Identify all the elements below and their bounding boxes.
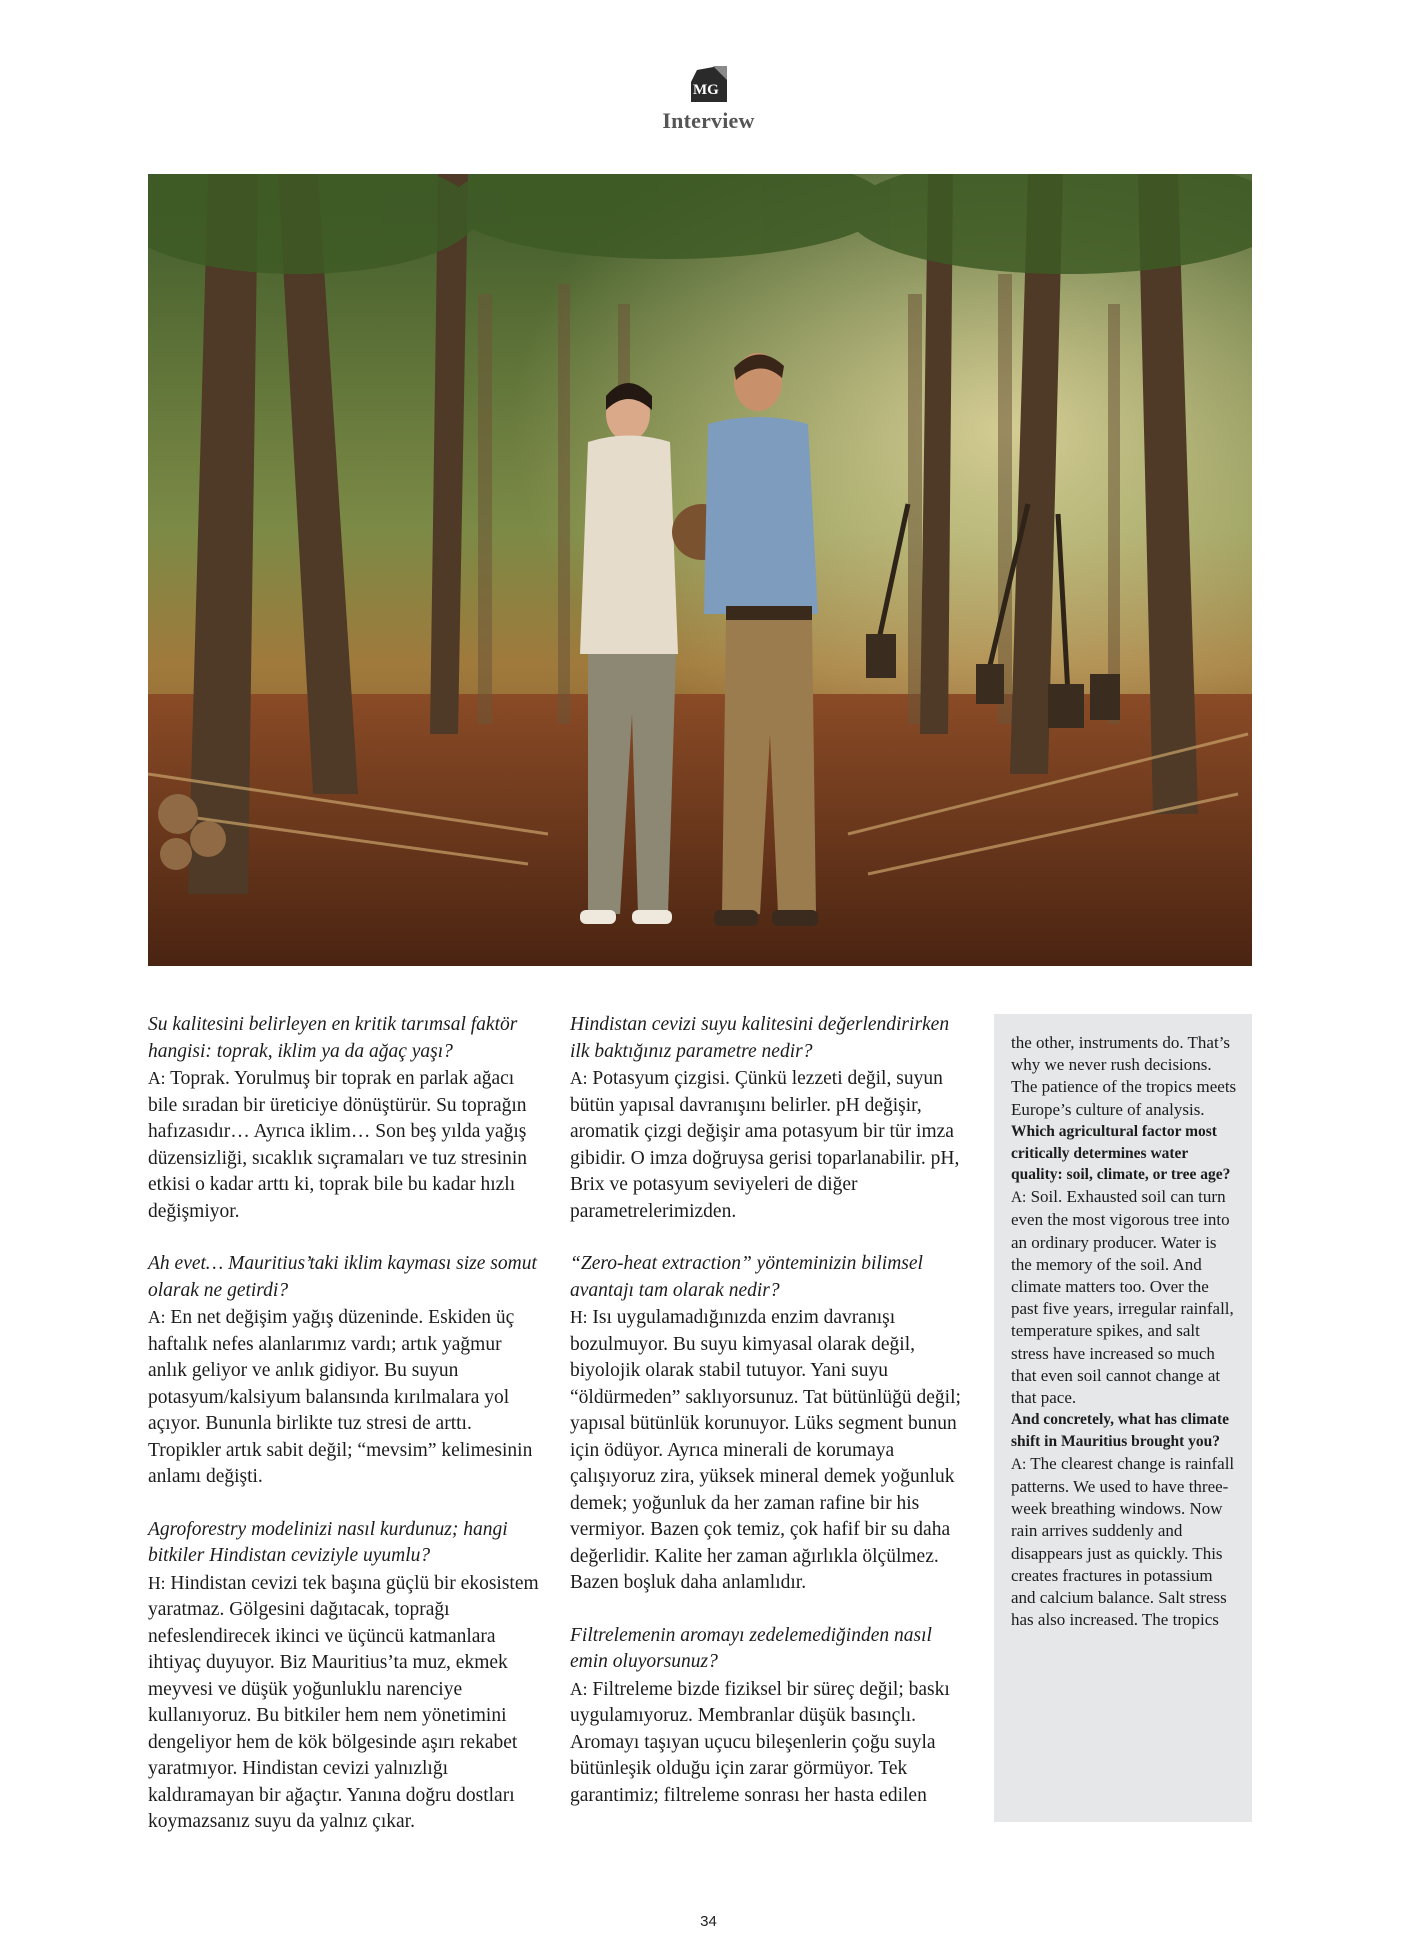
mg-logo-icon (687, 64, 731, 104)
interview-question: Ah evet… Mauritius’taki iklim kayması size somut olarak ne getirdi? (148, 1253, 537, 1301)
answer-text: Isı uygulamadığınızda enzim davranışı bozulmuyor. Bu suyu kimyasal olarak değil, biyolojik olarak stabil tutuyor. Yani suyu “öldürmeden” saklıyorsunuz. Tat bütünlüğü değil; yapısal bütünlük korunuyor. Lüks segment bunun için ödüyor. Ayrıca minerali de korumaya çalışıyoruz zira, yüksek mineral demek yoğunluk demek; yoğunluk da her zaman rafine bir his vermiyor. Bazen çok temiz, çok hafif bir su daha değerlidir. Kalite her zaman ağırlıkla ölçülmez. Bazen boşluk daha anlamlıdır. (570, 1307, 961, 1593)
answer-text: Potasyum çizgisi. Çünkü lezzeti değil, suyun bütün yapısal davranışını belirler. pH değişir, aromatik çizgi değişir ama potasyum bir tür imza gibidir. O imza doğruysa gerisi toparlanabilir. pH, Brix ve potasyum seviyeleri de diğer parametrelerimizden. (570, 1068, 960, 1222)
english-sidebar (994, 1014, 1252, 1822)
interview-answer (148, 1570, 540, 1836)
answer-text: The clearest change is rainfall patterns. We used to have three-week breathing windows. Now rain arrives suddenly and disappears just as quickly. This creates fractures in potassium and calcium balance. Salt stress has also increased. The tropics (1011, 1453, 1235, 1630)
qa-block (148, 1517, 540, 1836)
sidebar-question: Which agricultural factor most critically determines water quality: soil, climate, or tree age? (1011, 1122, 1231, 1184)
article-column-2 (570, 1012, 964, 1835)
sidebar-answer (1011, 1186, 1238, 1409)
answer-text: En net değişim yağış düzeninde. Eskiden üç haftalık nefes alanlarımız vardı; artık yağmur anlık geliyor ve anlık gidiyor. Bu suyun potasyum/kalsiyum balansında kırılmalara yol açıyor. Bununla birlikte tuz stresi de arttı. Tropikler artık sabit değil; “mevsim” kelimesinin anlamı değişti. (148, 1307, 533, 1487)
answer-tag: A: (570, 1678, 588, 1699)
interview-answer (570, 1676, 964, 1810)
answer-tag: A: (1011, 1189, 1027, 1207)
sidebar-qa-block (1011, 1409, 1238, 1631)
qa-block (570, 1251, 964, 1597)
interview-question: Agroforestry modelinizi nasıl kurdunuz; hangi bitkiler Hindistan ceviziyle uyumlu? (148, 1518, 508, 1566)
answer-tag: A: (570, 1068, 588, 1088)
qa-block (570, 1623, 964, 1810)
qa-block (570, 1012, 964, 1225)
article-column-1 (148, 1012, 540, 1862)
interview-question: Filtrelemenin aromayı zedelemediğinden nasıl emin oluyorsunuz? (570, 1624, 932, 1672)
sidebar-qa-block (1011, 1121, 1238, 1409)
interview-answer (148, 1304, 540, 1491)
interview-question: Su kalitesini belirleyen en kritik tarımsal faktör hangisi: toprak, iklim ya da ağaç yaşı? (148, 1014, 518, 1062)
qa-block (148, 1251, 540, 1491)
logo-text: MG (692, 82, 719, 98)
hero-photo (148, 174, 1252, 966)
answer-text: Filtreleme bizde fiziksel bir süreç değil; baskı uygulamıyoruz. Membranlar düşük basınçlı. Aromayı taşıyan uçucu bileşenlerin çoğu suyla bütünleşik olduğu için zarar görmüyor. Tek garantimiz; filtreleme sonrası her hasta edilen (570, 1678, 950, 1806)
interview-answer (570, 1065, 964, 1225)
page-header (0, 64, 1417, 134)
answer-text: Toprak. Yorulmuş bir toprak en parlak ağacı bile sıradan bir üreticiye dönüştürür. Su toprağın hafızasıdır… Ayrıca iklim… Son beş yılda yağış düzensizliği, sıcaklık sıçramaları ve tuz stresinin etkisi o kadar arttı ki, toprak bile bu kadar hızlı değişmiyor. (148, 1068, 528, 1222)
coconut-plantation-photo-icon (148, 174, 1252, 966)
interview-question: Hindistan cevizi suyu kalitesini değerlendirirken ilk baktığınız parametre nedir? (570, 1014, 950, 1062)
sidebar-question: And concretely, what has climate shift in Mauritius brought you? (1011, 1411, 1229, 1451)
answer-tag: A: (148, 1068, 166, 1088)
answer-tag: H: (570, 1307, 588, 1327)
interview-answer (570, 1304, 964, 1597)
section-label: Interview (662, 108, 755, 133)
sidebar-intro: the other, instruments do. That’s why we never rush decisions. The patience of the tropics meets Europe’s culture of analysis. (1011, 1033, 1237, 1119)
interview-answer (148, 1065, 540, 1225)
qa-block (148, 1012, 540, 1225)
sidebar-answer (1011, 1453, 1238, 1632)
answer-tag: A: (148, 1307, 166, 1327)
page-number: 34 (700, 1913, 717, 1930)
answer-tag: A: (1011, 1455, 1027, 1473)
answer-tag: H: (148, 1572, 166, 1593)
interview-question: “Zero-heat extraction” yönteminizin bilimsel avantajı tam olarak nedir? (570, 1253, 923, 1301)
answer-text: Hindistan cevizi tek başına güçlü bir ekosistem yaratmaz. Gölgesini dağıtacak, toprağı nefeslendirecek ikinci ve üçüncü katmanlara ihtiyaç duyuyor. Biz Mauritius’ta muz, ekmek meyvesi ve düşük yoğunluklu narenciye kullanıyoruz. Bu bitkiler hem nem yönetimini dengeliyor hem de kök bölgesinde aşırı rekabet yaratmıyor. Hindistan cevizi yalnızlığı kaldıramayan bir ağaçtır. Yanına doğru dostları koymazsanız suyu da yalnız çıkar. (148, 1572, 539, 1832)
answer-text: Soil. Exhausted soil can turn even the most vigorous tree into an ordinary producer. Water is the memory of the soil. And climate matters too. Over the past five years, irregular rainfall, temperature spikes, and salt stress have increased so much that even soil cannot change at that pace. (1011, 1187, 1234, 1408)
